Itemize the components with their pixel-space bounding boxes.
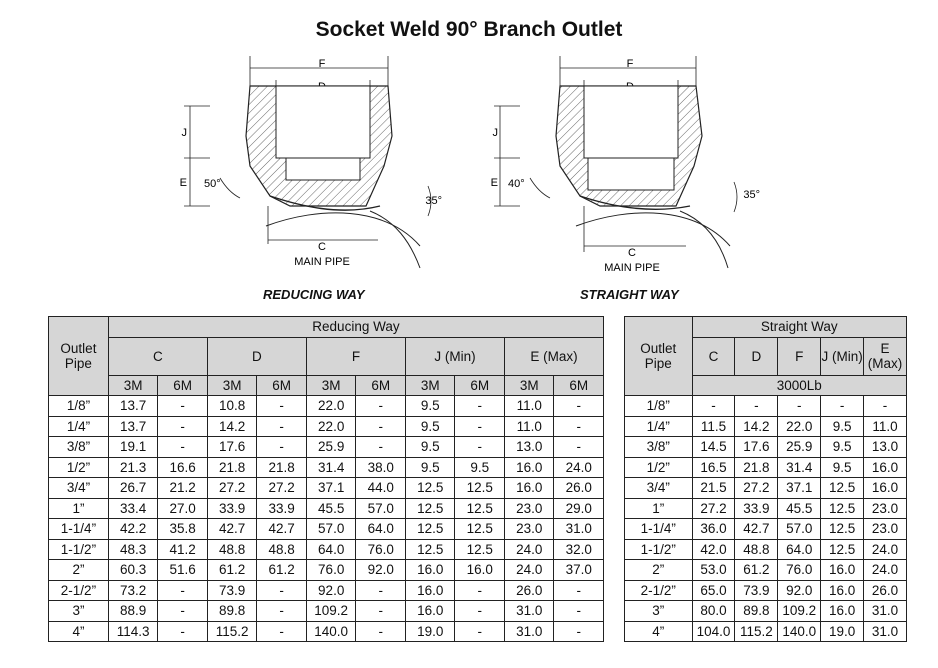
value-cell: 42.0 <box>692 539 735 560</box>
value-cell: 73.2 <box>108 580 158 601</box>
value-cell: 24.0 <box>554 457 604 478</box>
value-cell: 53.0 <box>692 560 735 581</box>
outlet-size-cell: 1/4” <box>625 416 693 437</box>
value-cell: 12.5 <box>821 498 864 519</box>
value-cell: - <box>455 396 505 417</box>
value-cell: 140.0 <box>306 621 356 642</box>
value-cell: 22.0 <box>306 396 356 417</box>
outlet-size-cell: 1/2” <box>49 457 109 478</box>
value-cell: 33.9 <box>257 498 307 519</box>
value-cell: 19.0 <box>405 621 455 642</box>
value-cell: 80.0 <box>692 601 735 622</box>
table-row <box>49 478 604 499</box>
value-cell: 12.5 <box>455 478 505 499</box>
dim-header-f: F <box>778 337 821 375</box>
straight-way-table <box>624 316 907 642</box>
rating-subheader: 6M <box>158 375 208 396</box>
value-cell: 61.2 <box>735 560 778 581</box>
value-cell: 23.0 <box>504 519 554 540</box>
table-row <box>49 396 604 417</box>
straight-way-drawing <box>490 56 760 281</box>
outlet-size-cell: 2” <box>625 560 693 581</box>
value-cell: - <box>554 621 604 642</box>
value-cell: - <box>356 601 406 622</box>
outlet-size-cell: 1/4” <box>49 416 109 437</box>
value-cell: 27.0 <box>158 498 208 519</box>
value-cell: 19.1 <box>108 437 158 458</box>
value-cell: 9.5 <box>405 457 455 478</box>
value-cell: 16.0 <box>864 478 907 499</box>
value-cell: 60.3 <box>108 560 158 581</box>
value-cell: 9.5 <box>821 416 864 437</box>
value-cell: 21.8 <box>207 457 257 478</box>
value-cell: - <box>356 437 406 458</box>
rating-subheader: 3M <box>207 375 257 396</box>
value-cell: 26.0 <box>504 580 554 601</box>
value-cell: - <box>158 601 208 622</box>
value-cell: - <box>455 416 505 437</box>
value-cell: - <box>158 437 208 458</box>
value-cell: 21.8 <box>735 457 778 478</box>
straight-way-caption: STRAIGHT WAY <box>580 287 679 302</box>
value-cell: 27.2 <box>735 478 778 499</box>
value-cell: 42.2 <box>108 519 158 540</box>
value-cell: 31.0 <box>504 601 554 622</box>
table-row <box>625 396 907 417</box>
value-cell: 9.5 <box>455 457 505 478</box>
dim-e-label: E <box>490 177 498 189</box>
value-cell: - <box>864 396 907 417</box>
rating-subheader: 6M <box>554 375 604 396</box>
main-pipe-label: MAIN PIPE <box>294 256 350 268</box>
value-cell: 23.0 <box>864 498 907 519</box>
value-cell: 9.5 <box>405 437 455 458</box>
value-cell: 29.0 <box>554 498 604 519</box>
value-cell: 12.5 <box>821 519 864 540</box>
value-cell: 48.8 <box>207 539 257 560</box>
value-cell: 57.0 <box>306 519 356 540</box>
value-cell: - <box>554 601 604 622</box>
value-cell: 57.0 <box>356 498 406 519</box>
value-cell: - <box>455 621 505 642</box>
outlet-size-cell: 4” <box>625 621 693 642</box>
table-row <box>625 539 907 560</box>
dim-header-d: D <box>735 337 778 375</box>
value-cell: 21.3 <box>108 457 158 478</box>
value-cell: 33.4 <box>108 498 158 519</box>
angle2-label: 35° <box>425 195 442 207</box>
value-cell: 19.0 <box>821 621 864 642</box>
value-cell: 25.9 <box>778 437 821 458</box>
value-cell: - <box>455 437 505 458</box>
dim-f-label: F <box>318 58 326 70</box>
value-cell: 26.0 <box>554 478 604 499</box>
page-title: Socket Weld 90° Branch Outlet <box>315 18 623 41</box>
table-row <box>625 621 907 642</box>
value-cell: 48.8 <box>257 539 307 560</box>
value-cell: 12.5 <box>455 539 505 560</box>
outlet-size-cell: 3/8” <box>49 437 109 458</box>
value-cell: 12.5 <box>405 498 455 519</box>
value-cell: 17.6 <box>207 437 257 458</box>
value-cell: 114.3 <box>108 621 158 642</box>
value-cell: 44.0 <box>356 478 406 499</box>
reducing-way-table <box>48 316 604 642</box>
value-cell: 48.3 <box>108 539 158 560</box>
value-cell: 16.0 <box>405 560 455 581</box>
value-cell: 24.0 <box>504 539 554 560</box>
value-cell: 109.2 <box>778 601 821 622</box>
main-pipe-label: MAIN PIPE <box>604 262 660 274</box>
value-cell: 51.6 <box>158 560 208 581</box>
value-cell: - <box>554 580 604 601</box>
table-row <box>625 478 907 499</box>
value-cell: 92.0 <box>356 560 406 581</box>
outlet-size-cell: 1” <box>49 498 109 519</box>
value-cell: 37.1 <box>778 478 821 499</box>
value-cell: 76.0 <box>306 560 356 581</box>
value-cell: 9.5 <box>405 396 455 417</box>
value-cell: 24.0 <box>504 560 554 581</box>
rating-subheader: 6M <box>356 375 406 396</box>
value-cell: 61.2 <box>207 560 257 581</box>
value-cell: 16.0 <box>405 580 455 601</box>
value-cell: 33.9 <box>207 498 257 519</box>
table-row <box>49 498 604 519</box>
value-cell: 13.7 <box>108 396 158 417</box>
value-cell: 73.9 <box>735 580 778 601</box>
value-cell: 33.9 <box>735 498 778 519</box>
value-cell: 24.0 <box>864 560 907 581</box>
outlet-size-cell: 2-1/2” <box>49 580 109 601</box>
angle-label: 40° <box>508 178 525 190</box>
outlet-size-cell: 3” <box>625 601 693 622</box>
value-cell: 45.5 <box>306 498 356 519</box>
value-cell: 35.8 <box>158 519 208 540</box>
value-cell: 27.2 <box>257 478 307 499</box>
outlet-size-cell: 2-1/2” <box>625 580 693 601</box>
value-cell: 88.9 <box>108 601 158 622</box>
value-cell: 9.5 <box>821 457 864 478</box>
outlet-size-cell: 1/8” <box>49 396 109 417</box>
outlet-size-cell: 1-1/2” <box>625 539 693 560</box>
value-cell: 13.0 <box>504 437 554 458</box>
dim-j-label: J <box>492 127 498 139</box>
value-cell: 16.6 <box>158 457 208 478</box>
rating-subheader: 3M <box>108 375 158 396</box>
value-cell: - <box>257 621 307 642</box>
value-cell: 25.9 <box>306 437 356 458</box>
value-cell: 12.5 <box>821 539 864 560</box>
value-cell: 48.8 <box>735 539 778 560</box>
outlet-size-cell: 1” <box>625 498 693 519</box>
value-cell: 61.2 <box>257 560 307 581</box>
value-cell: - <box>356 396 406 417</box>
value-cell: 42.7 <box>257 519 307 540</box>
value-cell: 10.8 <box>207 396 257 417</box>
table-row <box>625 498 907 519</box>
value-cell: 92.0 <box>778 580 821 601</box>
outlet-size-cell: 3/8” <box>625 437 693 458</box>
value-cell: 31.0 <box>864 601 907 622</box>
outlet-size-cell: 4” <box>49 621 109 642</box>
value-cell: 17.6 <box>735 437 778 458</box>
value-cell: 37.1 <box>306 478 356 499</box>
value-cell: 36.0 <box>692 519 735 540</box>
table-row <box>49 519 604 540</box>
table-row <box>49 560 604 581</box>
value-cell: 65.0 <box>692 580 735 601</box>
outlet-size-cell: 1/8” <box>625 396 693 417</box>
value-cell: 41.2 <box>158 539 208 560</box>
value-cell: 16.0 <box>821 601 864 622</box>
value-cell: 16.0 <box>821 580 864 601</box>
rating-header: 3000Lb <box>692 375 906 396</box>
dim-header-d: D <box>207 337 306 375</box>
rating-subheader: 6M <box>455 375 505 396</box>
value-cell: 16.5 <box>692 457 735 478</box>
value-cell: - <box>257 437 307 458</box>
value-cell: 76.0 <box>778 560 821 581</box>
value-cell: 24.0 <box>864 539 907 560</box>
value-cell: 16.0 <box>821 560 864 581</box>
outlet-size-cell: 3/4” <box>49 478 109 499</box>
value-cell: 16.0 <box>504 457 554 478</box>
rating-subheader: 3M <box>306 375 356 396</box>
table-row <box>625 416 907 437</box>
table-row <box>49 621 604 642</box>
value-cell: 9.5 <box>821 437 864 458</box>
value-cell: 16.0 <box>405 601 455 622</box>
value-cell: 57.0 <box>778 519 821 540</box>
value-cell: 23.0 <box>504 498 554 519</box>
value-cell: 12.5 <box>405 539 455 560</box>
outlet-pipe-header: Outlet Pipe <box>49 317 109 396</box>
table-row <box>49 539 604 560</box>
straight-way-header: Straight Way <box>692 317 906 338</box>
value-cell: 12.5 <box>455 498 505 519</box>
value-cell: - <box>257 580 307 601</box>
value-cell: - <box>455 601 505 622</box>
value-cell: - <box>735 396 778 417</box>
value-cell: 14.2 <box>735 416 778 437</box>
value-cell: 42.7 <box>207 519 257 540</box>
value-cell: 27.2 <box>207 478 257 499</box>
value-cell: - <box>554 437 604 458</box>
value-cell: 89.8 <box>207 601 257 622</box>
dim-header-c: C <box>692 337 735 375</box>
table-row <box>49 416 604 437</box>
outlet-size-cell: 1-1/4” <box>49 519 109 540</box>
value-cell: 16.0 <box>504 478 554 499</box>
value-cell: 140.0 <box>778 621 821 642</box>
angle2-label: 35° <box>743 189 760 201</box>
value-cell: 64.0 <box>306 539 356 560</box>
value-cell: 13.0 <box>864 437 907 458</box>
value-cell: - <box>158 580 208 601</box>
value-cell: 31.4 <box>306 457 356 478</box>
value-cell: 21.5 <box>692 478 735 499</box>
value-cell: 12.5 <box>405 478 455 499</box>
value-cell: 21.2 <box>158 478 208 499</box>
value-cell: 11.0 <box>504 396 554 417</box>
table-row <box>625 560 907 581</box>
dim-c-label: C <box>628 247 636 259</box>
value-cell: 115.2 <box>735 621 778 642</box>
reducing-way-caption: REDUCING WAY <box>263 287 365 302</box>
reducing-way-drawing <box>170 56 440 281</box>
value-cell: - <box>158 621 208 642</box>
value-cell: 11.0 <box>504 416 554 437</box>
outlet-pipe-header: Outlet Pipe <box>625 317 693 396</box>
value-cell: 16.0 <box>455 560 505 581</box>
value-cell: 64.0 <box>778 539 821 560</box>
value-cell: 12.5 <box>455 519 505 540</box>
table-row <box>625 601 907 622</box>
value-cell: 13.7 <box>108 416 158 437</box>
outlet-size-cell: 1-1/2” <box>49 539 109 560</box>
dim-header-c: C <box>108 337 207 375</box>
angle-label: 50° <box>204 178 221 190</box>
value-cell: 14.5 <box>692 437 735 458</box>
value-cell: - <box>554 396 604 417</box>
value-cell: 42.7 <box>735 519 778 540</box>
value-cell: - <box>158 416 208 437</box>
value-cell: 31.4 <box>778 457 821 478</box>
value-cell: 115.2 <box>207 621 257 642</box>
value-cell: 11.5 <box>692 416 735 437</box>
value-cell: - <box>554 416 604 437</box>
rating-subheader: 6M <box>257 375 307 396</box>
value-cell: 73.9 <box>207 580 257 601</box>
dim-header-e: E (Max) <box>504 337 603 375</box>
dim-header-f: F <box>306 337 405 375</box>
value-cell: 109.2 <box>306 601 356 622</box>
dim-f-label: F <box>626 58 634 70</box>
value-cell: 11.0 <box>864 416 907 437</box>
value-cell: 89.8 <box>735 601 778 622</box>
value-cell: - <box>778 396 821 417</box>
value-cell: - <box>455 580 505 601</box>
value-cell: 31.0 <box>554 519 604 540</box>
value-cell: - <box>158 396 208 417</box>
value-cell: - <box>257 396 307 417</box>
value-cell: - <box>692 396 735 417</box>
value-cell: 76.0 <box>356 539 406 560</box>
value-cell: 37.0 <box>554 560 604 581</box>
dim-c-label: C <box>318 241 326 253</box>
value-cell: 31.0 <box>864 621 907 642</box>
value-cell: - <box>821 396 864 417</box>
table-row <box>49 437 604 458</box>
value-cell: 22.0 <box>306 416 356 437</box>
value-cell: 21.8 <box>257 457 307 478</box>
value-cell: 92.0 <box>306 580 356 601</box>
value-cell: - <box>356 580 406 601</box>
value-cell: - <box>257 601 307 622</box>
value-cell: 16.0 <box>864 457 907 478</box>
dim-e-label: E <box>179 177 187 189</box>
outlet-size-cell: 3/4” <box>625 478 693 499</box>
value-cell: 9.5 <box>405 416 455 437</box>
dim-header-j: J (Min) <box>821 337 864 375</box>
dim-j-label: J <box>181 127 187 139</box>
table-row <box>625 457 907 478</box>
outlet-size-cell: 2” <box>49 560 109 581</box>
outlet-size-cell: 1/2” <box>625 457 693 478</box>
table-row <box>49 601 604 622</box>
table-row <box>625 519 907 540</box>
value-cell: 26.7 <box>108 478 158 499</box>
table-row <box>49 457 604 478</box>
value-cell: - <box>257 416 307 437</box>
value-cell: 32.0 <box>554 539 604 560</box>
value-cell: 64.0 <box>356 519 406 540</box>
value-cell: - <box>356 416 406 437</box>
table-row <box>625 580 907 601</box>
value-cell: 12.5 <box>405 519 455 540</box>
value-cell: 31.0 <box>504 621 554 642</box>
value-cell: 45.5 <box>778 498 821 519</box>
value-cell: 14.2 <box>207 416 257 437</box>
value-cell: 27.2 <box>692 498 735 519</box>
dim-header-j: J (Min) <box>405 337 504 375</box>
table-row <box>49 580 604 601</box>
table-row <box>625 437 907 458</box>
outlet-size-cell: 1-1/4” <box>625 519 693 540</box>
rating-subheader: 3M <box>405 375 455 396</box>
rating-subheader: 3M <box>504 375 554 396</box>
outlet-size-cell: 3” <box>49 601 109 622</box>
value-cell: 104.0 <box>692 621 735 642</box>
reducing-way-header: Reducing Way <box>108 317 603 338</box>
value-cell: - <box>356 621 406 642</box>
dim-header-e: E (Max) <box>864 337 907 375</box>
value-cell: 38.0 <box>356 457 406 478</box>
value-cell: 23.0 <box>864 519 907 540</box>
value-cell: 12.5 <box>821 478 864 499</box>
value-cell: 26.0 <box>864 580 907 601</box>
value-cell: 22.0 <box>778 416 821 437</box>
